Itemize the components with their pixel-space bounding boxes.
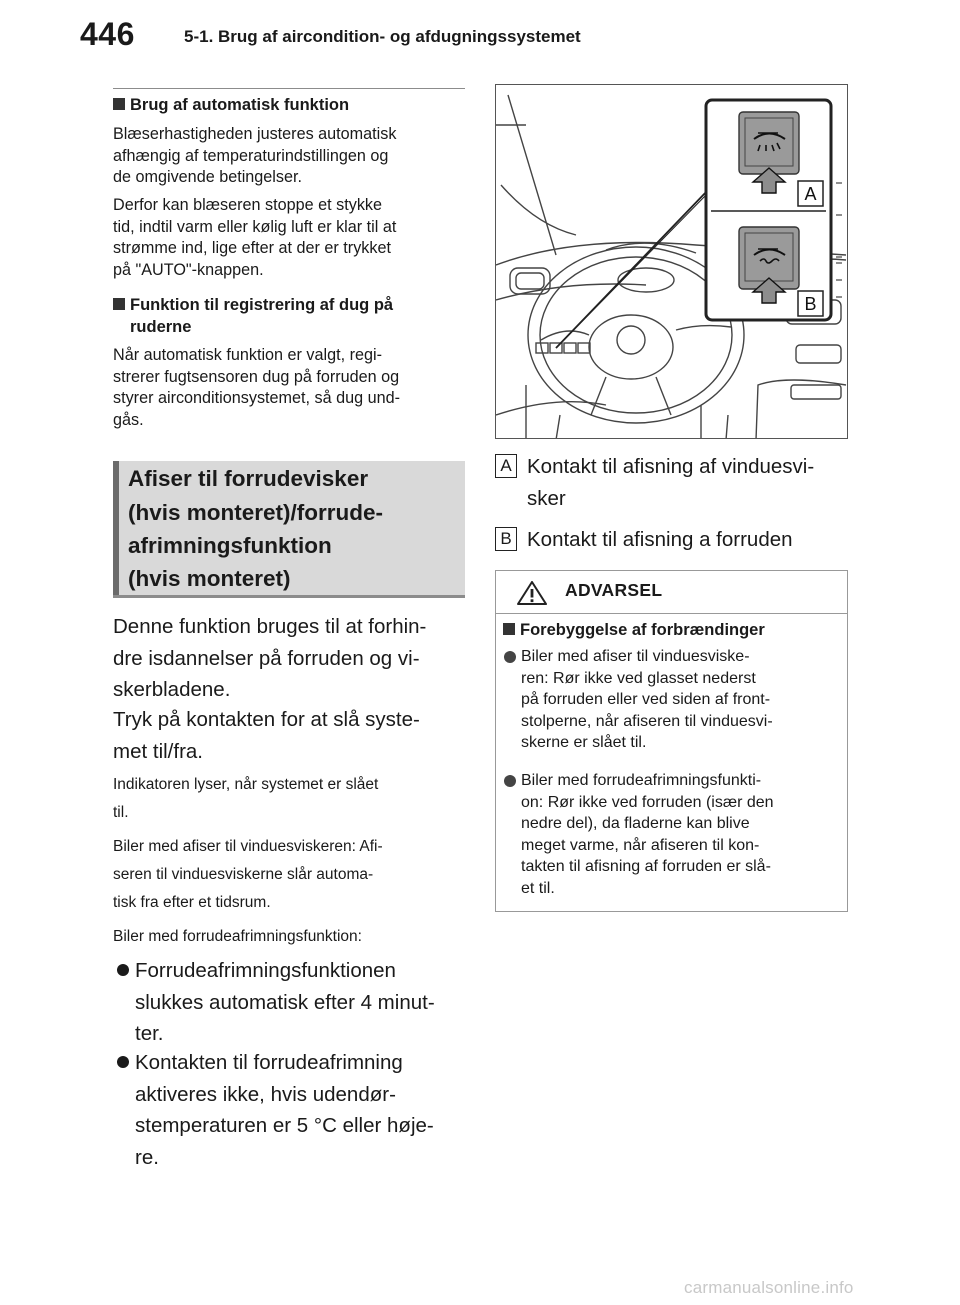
legend-tag-a: A: [495, 454, 517, 478]
section-title: 5-1. Brug af aircondition- og afdugningssystemet: [184, 27, 581, 46]
bullet-dot-icon: [117, 964, 129, 976]
dashboard-illustration: [495, 84, 848, 439]
section-heading-box: [113, 461, 465, 598]
warning-header: [496, 571, 847, 614]
note-windshield-defrost: Biler med forrudeafrimningsfunktion:: [113, 928, 362, 945]
body-paragraph-1: Denne funktion bruges til at forhin- dre isdannelser på forruden og vi- skerbladene.: [113, 615, 427, 701]
section-heading-bar: [113, 461, 119, 595]
section-heading-line: (hvis monteret)/forrude-: [128, 500, 384, 525]
fog-heading: Funktion til registrering af dug på ruderne: [113, 294, 465, 338]
warning-triangle-icon: [517, 581, 547, 605]
note-indicator: Indikatoren lyser, når systemet er slået til.: [113, 776, 379, 821]
warning-title: ADVARSEL: [565, 580, 663, 600]
figure-label-a: A: [804, 184, 817, 204]
auto-paragraph-2: Derfor kan blæseren stoppe et stykke tid, indtil varm eller kølig luft er klar til at strømme ind, lige efter at der er trykket på "AUTO"-knappen.: [113, 196, 397, 279]
warning-heading: Forebyggelse af forbrændinger: [503, 619, 843, 641]
body-paragraph-2: Tryk på kontakten for at slå syste- met til/fra.: [113, 708, 420, 763]
square-bullet-icon: [503, 623, 515, 635]
section-heading-line: (hvis monteret): [128, 566, 291, 591]
bullet-dot-icon: [504, 775, 516, 787]
page-number: 446: [80, 16, 135, 52]
auto-heading: Brug af automatisk funktion: [113, 94, 465, 116]
bullet-dot-icon: [117, 1056, 129, 1068]
section-heading-line: afrimningsfunktion: [128, 533, 332, 558]
square-bullet-icon: [113, 98, 125, 110]
fog-paragraph: Når automatisk funktion er valgt, regi- strerer fugtsensoren dug på forruden og styrer airconditionsystemet, så dug und- gås.: [113, 346, 401, 429]
warning-box: ADVARSEL Forebyggelse af forbrændinger Biler med afiser til vinduesviske- ren: Rør ikke ved glasset nederst på forruden eller ved siden af front- stolperne, når afiseren til vinduesvi- skerne er slået til. Biler med forrudeafrimningsfunkti- on: Rør ikke ved forruden (især den nedre del), da fladerne kan blive meget varme, når afiseren til kon- takten til afisning af forruden er slå- et til.: [495, 570, 848, 912]
watermark: carmanualsonline.info: [684, 1278, 854, 1297]
column-rule: [113, 88, 465, 89]
square-bullet-icon: [113, 298, 125, 310]
dashboard-drawing: [496, 85, 848, 439]
note-wiper-deicer: Biler med afiser til vinduesviskeren: Afi- seren til vinduesviskerne slår automa- tisk fra efter et tidsrum.: [113, 838, 383, 911]
legend-tag-b: B: [495, 527, 517, 551]
section-heading-line: Afiser til forrudevisker: [128, 466, 369, 491]
page-header: [0, 0, 960, 66]
bullet-dot-icon: [504, 651, 516, 663]
auto-paragraph-1: Blæserhastigheden justeres automatisk afhængig af temperaturindstillingen og de omgivende betingelser.: [113, 125, 397, 186]
figure-label-b: B: [804, 294, 817, 314]
